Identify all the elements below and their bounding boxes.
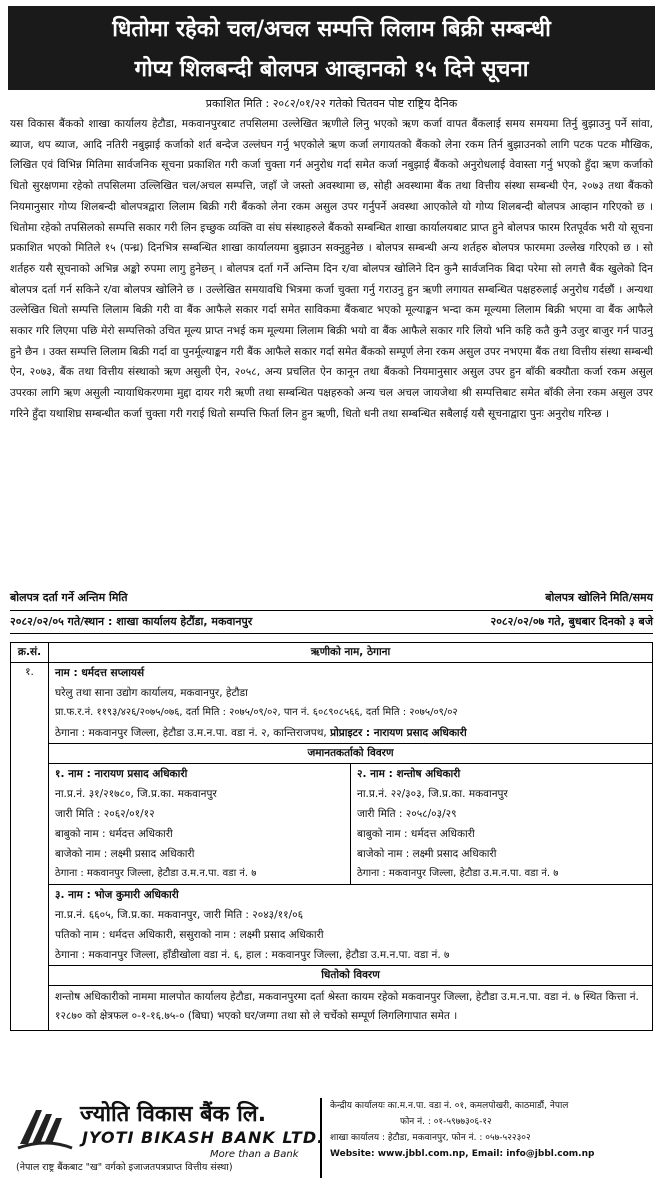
guarantor-3-name: ३. नाम : भोज कुमारी अधिकारी bbox=[55, 889, 179, 901]
notice-body: यस विकास बैंकको शाखा कार्यालय हेटौडा, मकवानपुरबाट तपसिलमा उल्लेखित ऋणीले लिनु भएको ऋण कर्जा वापत बैंकलाई समय समयमा तिर्नु बुझाउनु पर्ने सांवा, ब्याज, थप ब्याज, आदि नतिरी नबुझाई कर्जाको शर्त बन्देज उल्लंघन गर्नु भएकोले ऋण कर्जा लगायतको बैंकको लेना रकम तिर्न बुझाउनको लागि पटक पटक मौखिक, लिखित एवं विभिन्न मितिमा सार्वजनिक सूचना प्रकाशित गरी कर्जा चुक्ता गर्न अनुरोध गर्दा समेत कर्जा नबुझाई बैंकको अनुरोधलाई वेवास्ता गर्नु भएको हुँदा ऋण कर्जाको धितो सुरक्षणमा रहेको तपसिलमा उल्लिखित चल/अचल सम्पत्ति, जहाँ जे जस्तो अवस्थामा छ, सोही अवस्थामा बैंक तथा वित्तीय संस्था सम्बन्धी ऐन, २०७३ तथा बैंकको नियमानुसार गोप्य शिलबन्दी बोलपत्रद्वारा लिलाम बिक्री गरी बैंकको लेना रकम असुल उपर गर्नुपर्ने अवस्था आएकोले यो गोप्य शिलबन्दी बोलपत्र आव्हान गरिएको छ । धितोमा रहेको तपसिलको सम्पत्ति सकार गरी लिन इच्छुक व्यक्ति वा संघ संस्थाहरुले बैंकको सम्बन्धित शाखा कार्यालयबाट प्राप्त हुने बोलपत्र फारम रितपूर्वक भरी यो सूचना प्रकाशित भएको मितिले १५ (पन्ध्र) दिनभित्र सम्बन्धित शाखा कार्यालयमा बुझाउन सक्नुहुनेछ । बोलपत्र सम्बन्धी अन्य शर्तहरु बोलपत्र फारममा उल्लेख गरिएको छ । सो शर्तहरु यसै सूचनाको अभिन्न अङ्को रुपमा लागु हुनेछन् । बोलपत्र दर्ता गर्ने अन्तिम दिन र/वा बोलपत्र खोलिने दिन कुनै सार्वजनिक बिदा परेमा सो लगत्तै बैंक खुलेको दिन बोलपत्र दर्ता गर्न सकिने र/वा बोलपत्र खोलिने छ । उल्लेखित समयावधि भित्रमा कर्जा चुक्ता गर्नु गराउनु हुन ऋणी लगायत सम्बन्धित पक्षहरुलाई अनुरोध गर्दछौं । अन्यथा उल्लेखित धितो सम्पत्ति लिलाम बिक्री गरी वा बैंक आफैले सकार गर्दा समेत साविकमा बैंकबाट भएको मूल्याङ्कन भन्दा कम मूल्यमा लिलाम बिक्री भएमा वा बैंक आफैले सकार गरि लिएमा पछि मेरो सम्पत्तिको उचित मूल्य प्राप्त नभई कम मूल्यमा लिलाम बिक्री भयो वा बैंक आफैले सकार गरि लियो भनि कहि कतै कुनै उजुर बाजुर गर्न पाउनु हुने छैन । उक्त सम्पत्ति लिलाम बिक्री गर्दा वा पुनर्मूल्याङ्कन गरी बैंक आफैले सकार गर्दा समेत बैंकको सम्पूर्ण लेना रकम असुल उपर नभएमा बैंक तथा वित्तीय संस्था सम्बन्धी ऐन, २०७३, बैंक तथा वित्तीय संस्थाको ऋण असुली ऐन, २०५८, अन्य प्रचलित ऐन कानून तथा बैंकको नियमानुसार असुल उपर हुन बाँकी बक्यौता कर्जा रकम असुल उपरका लागि ऋण असुली न्यायाधिकरणमा मुद्दा दायर गरी ऋणी तथा सम्बन्धित पक्षहरुको अन्य चल अचल जायजेथा श्री सम्पत्तिबाट समेत बाँकी लेना रकम असुल उपर गरिने हुँदा यथाशिघ्र सम्बन्धीत कर्जा चुक्ता गरी गराई धितो सम्पत्ति फिर्ता लिन हुन ऋणी, धितो धनी तथा सम्बन्धित सबैलाई यसै सूचनाद्वारा पुनः अनुरोध गरिन्छ । bbox=[10, 118, 653, 420]
guarantor-2 bbox=[350, 764, 652, 884]
guarantor-1-line: जारी मिति : २०६२/०१/१२ bbox=[55, 808, 155, 820]
published-date: प्रकाशित मिति : २०८२/०१/२२ गतेको चितवन पोष्ट राष्ट्रिय दैनिक bbox=[205, 97, 458, 110]
borrower-proprietor: प्रोप्राइटर : नारायण प्रसाद अधिकारी bbox=[330, 727, 467, 739]
last-date-label: बोलपत्र दर्ता गर्ने अन्तिम मिति bbox=[10, 591, 128, 604]
collateral-details: शन्तोष अधिकारीको नाममा मालपोत कार्यालय हेटौडा, मकवानपुरमा दर्ता श्रेस्ता कायम रहेको मकवानपुर जिल्ला, हेटौडा उ.म.न.पा. वडा नं. ७ स्थित कित्ता नं. १२८७० को क्षेत्रफल ०-१-१६.७५-० (बिघा) भएको घर/जग्गा तथा सो ले चर्चेको सम्पूर्ण लिगलिगापात समेत । bbox=[49, 985, 652, 1030]
guarantor-3-line: ना.प्र.नं. ६६०५, जि.प्र.का. मकवानपुर, जारी मिति : २०४३/११/०६ bbox=[55, 909, 304, 921]
title-line-2: गोप्य शिलबन्दी बोलपत्र आव्हानको १५ दिने सूचना bbox=[134, 57, 529, 82]
guarantor-columns bbox=[49, 763, 652, 884]
head-office: केन्द्रीय कार्यालयः का.म.न.पा. वडा नं. ०१, कमलपोखरी, काठमाडौं, नेपाल bbox=[330, 1101, 569, 1111]
bank-name-english: JYOTI BIKASH BANK LTD. bbox=[82, 1128, 325, 1147]
guarantor-3-line: पतिको नाम : धर्मदत्त अधिकारी, ससुराको नाम : लक्ष्मी प्रसाद अधिकारी bbox=[55, 929, 324, 941]
guarantor-2-line: जारी मिति : २०५८/०३/२९ bbox=[357, 808, 457, 820]
guarantor-1 bbox=[49, 764, 350, 884]
guarantor-3-line: ठेगाना : मकवानपुर जिल्ला, हाँडीखोला वडा नं. ६, हाल : मकवानपुर जिल्ला, हेटौडा उ.म.न.पा. वडा नं. ७ bbox=[55, 949, 450, 961]
bank-footer bbox=[10, 1098, 653, 1178]
details-table bbox=[10, 642, 653, 1031]
bank-license: (नेपाल राष्ट्र बैंकबाट "ख" वर्गको इजाजतपत्रप्राप्त वित्तीय संस्था) bbox=[16, 1162, 233, 1173]
head-office-phone: फोन नं. : ०१-५९७७३०६-१२ bbox=[400, 1117, 492, 1127]
guarantor-2-line: बाजेको नाम : लक्ष्मी प्रसाद अधिकारी bbox=[357, 848, 497, 860]
guarantor-1-name: १. नाम : नारायण प्रसाद अधिकारी bbox=[55, 768, 188, 780]
guarantor-header: जमानतकर्ताको विवरण bbox=[49, 743, 652, 763]
branch-office: शाखा कार्यालय : हेटौडा, मकवानपुर, फोन नं. : ०५७-५२२३०२ bbox=[330, 1133, 531, 1143]
borrower-office: घरेलु तथा साना उद्योग कार्यालय, मकवानपुर, हेटौडा bbox=[55, 687, 248, 699]
website-email[interactable]: Website: www.jbbl.com.np, Email: info@jbbl.com.np bbox=[330, 1149, 595, 1159]
table-header-row bbox=[11, 643, 652, 663]
notice-page bbox=[0, 6, 663, 1184]
borrower-name: नाम : धर्मदत्त सप्लायर्स bbox=[55, 667, 145, 679]
notice-title bbox=[8, 6, 655, 90]
guarantor-1-line: बाजेको नाम : लक्ष्मी प्रसाद अधिकारी bbox=[55, 848, 195, 860]
bank-contact bbox=[320, 1098, 653, 1178]
table-row bbox=[11, 663, 652, 1030]
borrower-address: ठेगाना : मकवानपुर जिल्ला, हेटौडा उ.म.न.पा. वडा नं. २, कान्तिराजपथ, bbox=[55, 727, 327, 739]
last-date-value: २०८२/०२/०५ गते/स्थान : शाखा कार्यालय हेटौंडा, मकवानपुर bbox=[10, 615, 253, 628]
sn-header: क्र.सं. bbox=[11, 643, 49, 662]
opening-date-value: २०८२/०२/०७ गते, बुधबार दिनको ३ बजे bbox=[490, 615, 653, 628]
guarantor-1-line: ठेगाना : मकवानपुर जिल्ला, हेटौडा उ.म.न.पा. वडा नं. ७ bbox=[55, 868, 257, 879]
collateral-header: धितोको विवरण bbox=[49, 965, 652, 985]
bank-name-nepali: ज्योति विकास बैंक लि. bbox=[80, 1102, 267, 1127]
bank-logo-block bbox=[10, 1098, 325, 1178]
borrower-header: ऋणीको नाम, ठेगाना bbox=[310, 646, 391, 658]
guarantor-2-line: ठेगाना : मकवानपुर जिल्ला, हेटौडा उ.म.न.पा. वडा नं. ७ bbox=[357, 868, 559, 879]
borrower-details bbox=[49, 663, 652, 1030]
borrower-registration: प्रा.फ.र.नं. ११९३/४२६/२०७५/०७६, दर्ता मिति : २०७५/०९/०२, पान नं. ६०८९०८५६६, दर्ता मिति : २०७५/०९/०२ bbox=[55, 707, 458, 718]
deadline-values bbox=[10, 610, 653, 634]
guarantor-1-line: ना.प्र.नं. ३१/२१७८०, जि.प्र.का. मकवानपुर bbox=[55, 788, 217, 800]
borrower-address-line bbox=[49, 723, 652, 743]
guarantor-2-name: २. नाम : शन्तोष अधिकारी bbox=[357, 768, 461, 780]
bank-logo-icon bbox=[16, 1104, 74, 1152]
title-line-1: धितोमा रहेको चल/अचल सम्पत्ति लिलाम बिक्री सम्बन्धी bbox=[112, 17, 551, 42]
opening-date-label: बोलपत्र खोलिने मिति/समय bbox=[545, 591, 653, 604]
sn-value: १. bbox=[11, 663, 49, 1030]
deadline-labels bbox=[10, 588, 653, 608]
guarantor-2-line: बाबुको नाम : धर्मदत्त अधिकारी bbox=[357, 828, 475, 840]
bank-tagline: More than a Bank bbox=[210, 1149, 299, 1160]
guarantor-1-line: बाबुको नाम : धर्मदत्त अधिकारी bbox=[55, 828, 173, 840]
guarantor-3 bbox=[49, 884, 652, 965]
guarantor-2-line: ना.प्र.नं. २२/३०३, जि.प्र.का. मकवानपुर bbox=[357, 788, 508, 800]
